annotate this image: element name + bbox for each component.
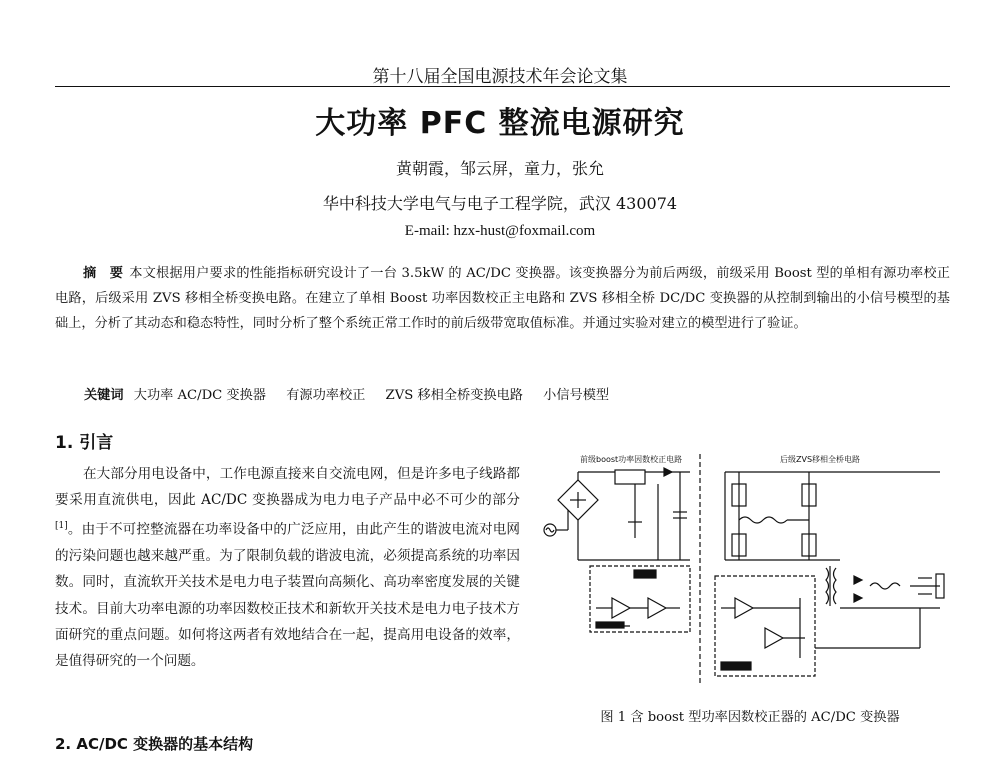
keywords	[84, 384, 950, 403]
keyword-3: ZVS 移相全桥变换电路	[385, 388, 523, 403]
keywords-label: 关键词	[84, 388, 124, 403]
abstract-label: 摘 要	[83, 266, 124, 281]
paper-authors: 黄朝霞，邹云屏，童力，张允	[395, 159, 604, 178]
paper-email: E-mail: hzx-hust@foxmail.com	[404, 223, 596, 239]
output-rectifier	[854, 576, 862, 584]
boost-diode	[664, 468, 672, 476]
paper-title: 大功率 PFC 整流电源研究	[315, 106, 685, 141]
journal-header: 第十八届全国电源技术年会论文集	[372, 67, 628, 87]
citation-ref: [1]	[55, 521, 68, 532]
boost-inductor	[615, 470, 645, 484]
output-inductor	[870, 583, 900, 589]
resonant-inductor	[739, 517, 787, 523]
figure-label-right: 后级ZVS移相全桥电路	[780, 455, 861, 464]
keyword-4: 小信号模型	[543, 388, 610, 403]
pfc-amp	[612, 598, 630, 618]
figure-label-left: 前级boost功率因数校正电路	[580, 455, 683, 464]
keyword-1: 大功率 AC/DC 变换器	[133, 388, 266, 403]
keyword-2: 有源功率校正	[286, 388, 366, 403]
section-2-heading: 2. AC/DC 变换器的基本结构	[55, 735, 254, 753]
header-rule	[55, 86, 950, 87]
figure-1-circuit-diagram	[540, 448, 960, 698]
paper-affiliation: 华中科技大学电气与电子工程学院，武汉 430074	[322, 194, 678, 213]
abstract-text: 本文根据用户要求的性能指标研究设计了一台 3.5kW 的 AC/DC 变换器。该变换器分为前后两级，前级采用 Boost 型的单相有源功率校正电路，后级采用 ZVS 移相全桥变换电路。在建立了单相 Boost 功率因数校正主电路和 ZVS 移相全桥 DC/DC 变换器的从控制到输出的小信号模型的基础上，分析了其动态和稳态特性，同时分析了整个系统正常工作时的前后级带宽取值标准。并通过实验对建立的模型进行了验证。	[55, 266, 950, 331]
intro-text-a: 在大部分用电设备中，工作电源直接来自交流电网，但是许多电子线路都要采用直流供电，因此 AC/DC 变换器成为电力电子产品中必不可少的部分	[55, 466, 520, 509]
section-1-heading: 1. 引言	[55, 433, 114, 453]
figure-1-caption: 图 1 含 boost 型功率因数校正器的 AC/DC 变换器	[600, 710, 900, 725]
abstract	[55, 261, 950, 336]
intro-text-b: 。由于不可控整流器在功率设备中的广泛应用，由此产生的谐波电流对电网的污染问题也越来越严重。为了限制负载的谐波电流，必须提高系统的功率因数。同时，直流软开关技术是电力电子装置向高频化、高功率密度发展的关键技术。目前大功率电源的功率因数校正技术和新软开关技术是电力电子技术方面研究的重点问题。如何将这两者有效地结合在一起，提高用电设备的效率，是值得研究的一个问题。	[55, 521, 520, 669]
pwm-amp	[735, 598, 753, 618]
transformer-primary	[826, 568, 829, 604]
section-1-paragraph	[55, 461, 520, 674]
